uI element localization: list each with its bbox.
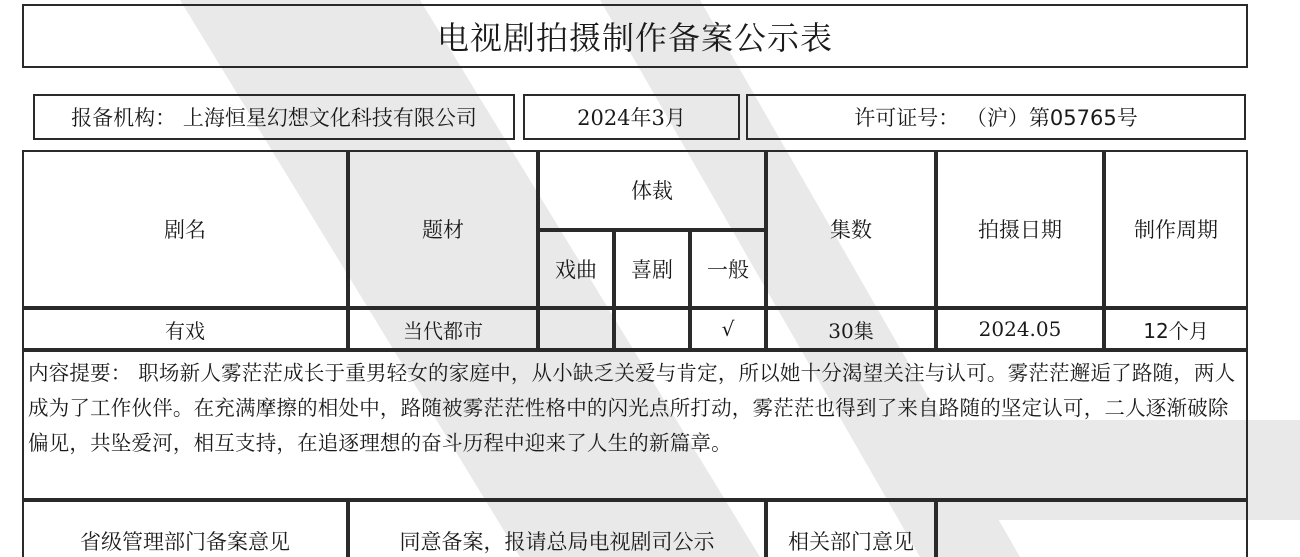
header-genre-opera <box>538 230 614 308</box>
header-cycle <box>1104 150 1248 308</box>
header-episodes-text: 集数 <box>830 218 872 242</box>
row-episodes-text: 30集 <box>828 318 874 343</box>
content-summary <box>22 350 1248 500</box>
report-date <box>523 94 740 140</box>
row-genre-general-check: √ <box>721 317 735 341</box>
report-date-text: 2024年3月 <box>577 106 686 130</box>
license-number-text: 许可证号： （沪）第05765号 <box>854 106 1138 130</box>
row-cycle <box>1104 308 1248 350</box>
row-cycle-text: 12个月 <box>1143 318 1209 343</box>
license-number <box>746 94 1246 140</box>
row-name-text: 有戏 <box>165 318 205 343</box>
header-genre-opera-text: 戏曲 <box>555 258 597 282</box>
header-shoot-date <box>936 150 1104 308</box>
row-shoot-date-text: 2024.05 <box>978 317 1062 341</box>
row-genre-general <box>690 308 766 350</box>
row-genre-comedy <box>614 308 690 350</box>
row-subject-text: 当代都市 <box>403 318 483 343</box>
row-genre-opera <box>538 308 614 350</box>
header-genre-comedy-text: 喜剧 <box>631 258 673 282</box>
header-genre <box>538 150 766 230</box>
row-name <box>22 308 348 350</box>
reporting-org-text: 报备机构： 上海恒星幻想文化科技有限公司 <box>71 106 477 130</box>
related-dept-label <box>766 500 936 557</box>
content-summary-text: 内容提要： 职场新人雾茫茫成长于重男轻女的家庭中，从小缺乏关爱与肯定，所以她十分渴望关注与认可。雾茫茫邂逅了路随，两人成为了工作伙伴。在充满摩擦的相处中，路随被雾茫茫性格中的闪光点所打动，雾茫茫也得到了来自路随的坚定认可，二人逐渐破除偏见，共坠爱河，相互支持，在追逐理想的奋斗历程中迎来了人生的新篇章。 <box>28 361 1236 455</box>
header-name-text: 剧名 <box>164 218 206 242</box>
provincial-opinion-value <box>348 500 766 557</box>
header-episodes <box>766 150 936 308</box>
header-cycle-text: 制作周期 <box>1134 218 1218 242</box>
form-title-text: 电视剧拍摄制作备案公示表 <box>436 19 833 57</box>
header-genre-text: 体裁 <box>631 179 673 203</box>
provincial-opinion-label-text: 省级管理部门备案意见 <box>80 530 290 554</box>
header-subject <box>348 150 538 308</box>
provincial-opinion-label <box>22 500 348 557</box>
related-dept-label-text: 相关部门意见 <box>788 530 914 554</box>
header-genre-comedy <box>614 230 690 308</box>
header-genre-general <box>690 230 766 308</box>
header-subject-text: 题材 <box>422 218 464 242</box>
header-name <box>22 150 348 308</box>
row-subject <box>348 308 538 350</box>
form-title <box>22 4 1248 68</box>
row-shoot-date <box>936 308 1104 350</box>
row-episodes <box>766 308 936 350</box>
reporting-org <box>33 94 515 140</box>
header-shoot-date-text: 拍摄日期 <box>978 218 1062 242</box>
provincial-opinion-value-text: 同意备案，报请总局电视剧司公示 <box>399 530 715 554</box>
header-genre-general-text: 一般 <box>707 258 749 282</box>
related-dept-value <box>936 500 1248 557</box>
